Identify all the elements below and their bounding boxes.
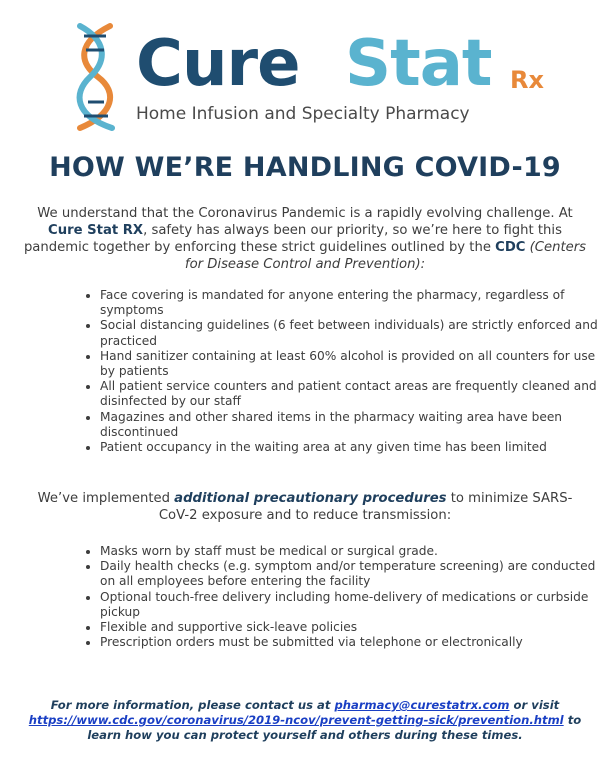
footer-contact	[14, 698, 596, 743]
email-link[interactable]: pharmacy@curestatrx.com	[334, 698, 510, 712]
list-item: • Patient occupancy in the waiting area at any given time has been limited	[100, 440, 610, 455]
list-item: • Optional touch-free delivery including home-delivery of medications or curbside pickup	[100, 590, 610, 620]
procedures-intro	[30, 490, 580, 524]
dna-helix-icon	[58, 22, 128, 132]
list-item: • All patient service counters and patient contact areas are frequently cleaned and disinfected by our staff	[100, 379, 610, 409]
list-item: • Social distancing guidelines (6 feet between individuals) are strictly enforced and practiced	[100, 318, 610, 348]
list-item: • Masks worn by staff must be medical or surgical grade.	[100, 544, 610, 559]
mid-text-2: to minimize SARS-CoV-2 exposure and to reduce transmission:	[158, 491, 573, 523]
intro-agency: CDC	[495, 240, 526, 255]
list-item: • Daily health checks (e.g. symptom and/or temperature screening) are conducted on all employees before entering the facility	[100, 559, 610, 589]
brand-rx-mark: Rx	[510, 66, 544, 94]
brand-name-cure: Cure	[136, 27, 300, 101]
intro-text-1: We understand that the Coronavirus Pandemic is a rapidly evolving challenge. At	[37, 206, 573, 221]
page-title: HOW WE’RE HANDLING COVID-19	[49, 152, 561, 183]
intro-agency-full: (Centers for Disease Control and Prevention):	[184, 240, 587, 272]
guidelines-list	[82, 288, 610, 455]
brand-tagline: Home Infusion and Specialty Pharmacy	[136, 104, 470, 124]
footer-text-2: or visit	[509, 698, 560, 712]
mid-emphasis: additional precautionary procedures	[174, 491, 447, 506]
mid-text-1: We’ve implemented	[37, 491, 175, 506]
company-logo	[58, 22, 558, 132]
cdc-link[interactable]: https://www.cdc.gov/coronavirus/2019-ncov/prevent-getting-sick/prevention.html	[28, 713, 564, 727]
intro-text-2: , safety has always been our priority, so we’re here to fight this pandemic together by enforcing these strict guidelines outlined by the	[23, 223, 562, 255]
intro-company-name: Cure Stat RX	[48, 223, 144, 238]
list-item: • Hand sanitizer containing at least 60% alcohol is provided on all counters for use by patients	[100, 349, 610, 379]
footer-text-1: For more information, please contact us at	[50, 698, 335, 712]
list-item: • Flexible and supportive sick-leave policies	[100, 620, 610, 635]
footer-text-3: to learn how you can protect yourself and others during these times.	[87, 713, 582, 742]
procedures-list	[82, 544, 610, 650]
brand-name-stat: Stat	[345, 27, 492, 101]
intro-paragraph	[22, 205, 588, 273]
list-item: • Face covering is mandated for anyone entering the pharmacy, regardless of symptoms	[100, 288, 610, 318]
list-item: • Prescription orders must be submitted via telephone or electronically	[100, 635, 610, 650]
list-item: • Magazines and other shared items in the pharmacy waiting area have been discontinued	[100, 410, 610, 440]
